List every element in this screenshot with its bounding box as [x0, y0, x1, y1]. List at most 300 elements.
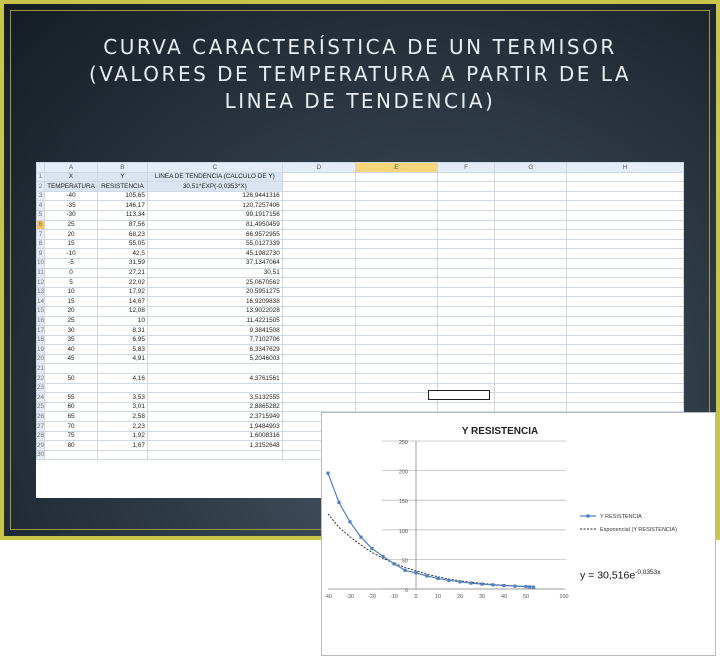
row-number[interactable]: 10: [37, 259, 45, 267]
data-point: [469, 581, 472, 584]
empty-cell[interactable]: [355, 230, 437, 240]
data-cell[interactable]: [97, 450, 147, 460]
x-tick-label: -30: [346, 594, 354, 600]
data-cell[interactable]: 35: [45, 335, 98, 345]
data-point: [370, 547, 373, 550]
row-number[interactable]: 16: [37, 317, 45, 324]
empty-cell[interactable]: [495, 249, 567, 259]
table-row: [37, 268, 684, 278]
row-number[interactable]: 8: [37, 239, 45, 249]
empty-cell[interactable]: [282, 191, 355, 201]
empty-cell[interactable]: [282, 220, 355, 230]
data-cell[interactable]: 55: [45, 393, 98, 403]
row-number[interactable]: 9: [37, 249, 45, 259]
column-header-h[interactable]: H: [567, 163, 684, 173]
row-number[interactable]: 5: [37, 210, 45, 220]
data-point: [458, 580, 461, 583]
empty-cell[interactable]: [282, 210, 355, 220]
empty-cell[interactable]: [355, 182, 437, 192]
empty-cell[interactable]: [437, 230, 494, 240]
data-point: [491, 583, 494, 586]
data-cell[interactable]: 45,1982730: [147, 249, 282, 259]
empty-cell[interactable]: [355, 354, 437, 364]
empty-cell[interactable]: [355, 374, 437, 384]
data-cell[interactable]: 1,67: [97, 441, 147, 451]
empty-cell[interactable]: [437, 374, 494, 384]
empty-cell[interactable]: [355, 172, 437, 182]
data-cell[interactable]: 5,83: [97, 345, 147, 355]
data-cell[interactable]: [147, 364, 282, 374]
slide-title: [44, 34, 676, 115]
empty-cell[interactable]: [355, 335, 437, 345]
data-cell[interactable]: 6,3347629: [147, 345, 282, 355]
empty-cell[interactable]: [282, 335, 355, 345]
data-cell[interactable]: 126,9441316: [147, 191, 282, 201]
empty-cell[interactable]: [495, 230, 567, 240]
data-point: [524, 585, 527, 588]
empty-cell[interactable]: [567, 383, 684, 393]
data-cell[interactable]: 2,58: [97, 412, 147, 422]
empty-cell[interactable]: [495, 191, 567, 201]
table-row: [37, 249, 684, 259]
chart-canvas: [322, 413, 717, 657]
data-cell[interactable]: [147, 383, 282, 393]
empty-cell[interactable]: [495, 374, 567, 384]
y-tick-label: 250: [398, 440, 408, 446]
empty-cell[interactable]: [567, 239, 684, 249]
data-cell[interactable]: 99,1917156: [147, 210, 282, 220]
empty-cell[interactable]: [495, 278, 567, 288]
row-number[interactable]: 19: [37, 345, 45, 353]
empty-cell[interactable]: [282, 239, 355, 249]
data-cell[interactable]: -30: [45, 210, 98, 220]
empty-cell[interactable]: [495, 210, 567, 220]
data-cell[interactable]: 9,3841508: [147, 326, 282, 336]
data-cell[interactable]: 30,51*EXP(-0,0353*X): [147, 182, 282, 192]
data-cell[interactable]: LINEA DE TENDENCIA (CALCULO DE Y): [147, 172, 282, 182]
empty-cell[interactable]: [495, 326, 567, 336]
x-tick-label: 20: [456, 594, 464, 600]
empty-cell[interactable]: [495, 297, 567, 307]
empty-cell[interactable]: [567, 335, 684, 345]
data-cell[interactable]: 20: [45, 230, 98, 240]
data-cell[interactable]: 3,5132555: [147, 393, 282, 403]
data-cell[interactable]: 12,08: [97, 306, 147, 316]
data-cell[interactable]: 30: [45, 326, 98, 336]
empty-cell[interactable]: [355, 345, 437, 355]
table-row: [37, 326, 684, 336]
empty-cell[interactable]: [567, 306, 684, 316]
data-cell[interactable]: 5,2046003: [147, 354, 282, 364]
empty-cell[interactable]: [495, 383, 567, 393]
data-cell[interactable]: 113,34: [97, 210, 147, 220]
data-cell[interactable]: 2,8865282: [147, 402, 282, 412]
table-row: [37, 374, 684, 384]
data-cell[interactable]: 25: [45, 316, 98, 326]
data-cell[interactable]: 3,01: [97, 402, 147, 412]
empty-cell[interactable]: [282, 316, 355, 326]
data-cell[interactable]: 27,21: [97, 268, 147, 278]
row-number[interactable]: 28: [37, 432, 45, 440]
empty-cell[interactable]: [437, 268, 494, 278]
empty-cell[interactable]: [437, 364, 494, 374]
empty-cell[interactable]: [355, 306, 437, 316]
data-cell[interactable]: -40: [45, 191, 98, 201]
empty-cell[interactable]: [495, 268, 567, 278]
table-row: [37, 201, 684, 211]
empty-cell[interactable]: [495, 182, 567, 192]
row-number[interactable]: 24: [37, 393, 45, 401]
empty-cell[interactable]: [567, 191, 684, 201]
column-header-a[interactable]: A: [45, 163, 98, 173]
data-cell[interactable]: 55,05: [97, 239, 147, 249]
y-tick-label: 50: [401, 558, 408, 565]
empty-cell[interactable]: [282, 306, 355, 316]
data-cell[interactable]: 120,7257406: [147, 201, 282, 211]
empty-cell[interactable]: [437, 326, 494, 336]
data-point: [337, 501, 340, 504]
row-number[interactable]: 25: [37, 403, 45, 411]
empty-cell[interactable]: [282, 354, 355, 364]
empty-cell[interactable]: [282, 402, 355, 412]
empty-cell[interactable]: [282, 345, 355, 355]
data-cell[interactable]: RESISTENCIA: [97, 182, 147, 192]
empty-cell[interactable]: [355, 326, 437, 336]
data-cell[interactable]: 87,56: [97, 220, 147, 230]
empty-cell[interactable]: [567, 364, 684, 374]
empty-cell[interactable]: [282, 297, 355, 307]
data-cell[interactable]: 4,91: [97, 354, 147, 364]
data-cell[interactable]: 17,92: [97, 287, 147, 297]
empty-cell[interactable]: [437, 345, 494, 355]
x-tick-label: -40: [324, 594, 332, 600]
x-tick-label: 30: [478, 594, 486, 600]
data-cell[interactable]: 80: [45, 441, 98, 451]
empty-cell[interactable]: [282, 230, 355, 240]
data-cell[interactable]: 45: [45, 354, 98, 364]
chart-title: Y RESISTENCIA: [461, 426, 539, 437]
data-cell[interactable]: 4,3761561: [147, 374, 282, 384]
table-row: [37, 402, 684, 412]
data-cell[interactable]: 25,0670562: [147, 278, 282, 288]
data-cell[interactable]: 3,53: [97, 393, 147, 403]
empty-cell[interactable]: [355, 297, 437, 307]
data-point: [326, 472, 329, 475]
empty-cell[interactable]: [437, 306, 494, 316]
data-cell[interactable]: 30,51: [147, 268, 282, 278]
row-number[interactable]: 21: [37, 364, 45, 372]
empty-cell[interactable]: [355, 201, 437, 211]
empty-cell[interactable]: [437, 191, 494, 201]
empty-cell[interactable]: [567, 249, 684, 259]
empty-cell[interactable]: [355, 383, 437, 393]
empty-cell[interactable]: [567, 297, 684, 307]
data-cell[interactable]: 14,67: [97, 297, 147, 307]
data-cell[interactable]: X: [45, 172, 98, 182]
empty-cell[interactable]: [282, 258, 355, 268]
empty-cell[interactable]: [437, 172, 494, 182]
data-cell[interactable]: 25: [45, 220, 98, 230]
empty-cell[interactable]: [495, 364, 567, 374]
table-header-row: [37, 172, 684, 182]
empty-cell[interactable]: [495, 239, 567, 249]
data-cell[interactable]: 105,65: [97, 191, 147, 201]
empty-cell[interactable]: [567, 316, 684, 326]
empty-cell[interactable]: [437, 220, 494, 230]
empty-cell[interactable]: [567, 268, 684, 278]
column-header-g[interactable]: G: [495, 163, 567, 173]
data-cell[interactable]: 15: [45, 297, 98, 307]
empty-cell[interactable]: [282, 182, 355, 192]
resistance-chart[interactable]: [321, 412, 716, 656]
empty-cell[interactable]: [282, 364, 355, 374]
empty-cell[interactable]: [495, 345, 567, 355]
row-number[interactable]: 23: [37, 384, 45, 392]
data-cell[interactable]: 81,4950459: [147, 220, 282, 230]
data-cell[interactable]: [45, 450, 98, 460]
empty-cell[interactable]: [567, 374, 684, 384]
data-cell[interactable]: 5: [45, 278, 98, 288]
legend-label-series: Y RESISTENCIA: [600, 514, 642, 520]
empty-cell[interactable]: [567, 220, 684, 230]
data-cell[interactable]: 55,0127339: [147, 239, 282, 249]
empty-cell[interactable]: [282, 374, 355, 384]
data-cell[interactable]: 40: [45, 345, 98, 355]
empty-cell[interactable]: [495, 220, 567, 230]
empty-cell[interactable]: [355, 210, 437, 220]
empty-cell[interactable]: [355, 402, 437, 412]
empty-cell[interactable]: [567, 345, 684, 355]
row-number[interactable]: 6: [37, 220, 45, 230]
data-cell[interactable]: 146,17: [97, 201, 147, 211]
empty-cell[interactable]: [282, 326, 355, 336]
empty-cell[interactable]: [355, 258, 437, 268]
empty-cell[interactable]: [567, 182, 684, 192]
row-number[interactable]: 30: [37, 451, 45, 459]
empty-cell[interactable]: [355, 393, 437, 403]
data-cell[interactable]: 1,92: [97, 431, 147, 441]
empty-cell[interactable]: [567, 201, 684, 211]
y-tick-label: 200: [398, 469, 408, 476]
data-point: [447, 579, 450, 582]
data-point: [381, 555, 384, 558]
table-row: [37, 210, 684, 220]
data-cell[interactable]: 37,1347064: [147, 258, 282, 268]
row-number[interactable]: 7: [37, 230, 45, 240]
column-header-d[interactable]: D: [282, 163, 355, 173]
spreadsheet-screenshot: [36, 162, 684, 600]
row-number[interactable]: 18: [37, 336, 45, 344]
data-cell[interactable]: 15: [45, 239, 98, 249]
empty-cell[interactable]: [355, 364, 437, 374]
data-cell[interactable]: 11,4221505: [147, 316, 282, 326]
empty-cell[interactable]: [282, 287, 355, 297]
row-number[interactable]: 14: [37, 297, 45, 305]
row-number[interactable]: 12: [37, 278, 45, 286]
empty-cell[interactable]: [282, 278, 355, 288]
row-number[interactable]: 3: [37, 191, 45, 201]
row-number[interactable]: 20: [37, 355, 45, 363]
column-header-f[interactable]: F: [437, 163, 494, 173]
empty-cell[interactable]: [355, 191, 437, 201]
empty-cell[interactable]: [437, 210, 494, 220]
empty-cell[interactable]: [495, 287, 567, 297]
empty-cell[interactable]: [567, 287, 684, 297]
data-cell[interactable]: [45, 383, 98, 393]
data-point: [480, 582, 483, 585]
empty-cell[interactable]: [282, 172, 355, 182]
empty-cell[interactable]: [355, 316, 437, 326]
empty-cell[interactable]: [495, 402, 567, 412]
data-series-line: [328, 473, 534, 587]
column-header-c[interactable]: C: [147, 163, 282, 173]
data-cell[interactable]: -35: [45, 201, 98, 211]
row-number[interactable]: 13: [37, 288, 45, 296]
table-row: [37, 191, 684, 201]
empty-cell[interactable]: [567, 230, 684, 240]
data-cell[interactable]: 6,95: [97, 335, 147, 345]
data-cell[interactable]: Y: [97, 172, 147, 182]
empty-cell[interactable]: [355, 278, 437, 288]
data-cell[interactable]: 60: [45, 402, 98, 412]
empty-cell[interactable]: [567, 393, 684, 403]
data-cell[interactable]: 16,9209838: [147, 297, 282, 307]
data-cell[interactable]: 0: [45, 268, 98, 278]
empty-cell[interactable]: [495, 335, 567, 345]
equation-main: y = 30,516e: [580, 569, 636, 582]
row-number[interactable]: 2: [37, 182, 45, 192]
corner-cell[interactable]: [37, 163, 45, 173]
data-cell[interactable]: 65: [45, 412, 98, 422]
data-cell[interactable]: 4,16: [97, 374, 147, 384]
data-cell[interactable]: -5: [45, 258, 98, 268]
data-cell[interactable]: TEMPERATURA: [45, 182, 98, 192]
table-row: [37, 364, 684, 374]
table-row: [37, 393, 684, 403]
empty-cell[interactable]: [567, 278, 684, 288]
data-cell[interactable]: 2,23: [97, 422, 147, 432]
empty-cell[interactable]: [495, 201, 567, 211]
empty-cell[interactable]: [567, 258, 684, 268]
empty-cell[interactable]: [437, 402, 494, 412]
data-cell[interactable]: 20,5951275: [147, 287, 282, 297]
empty-cell[interactable]: [355, 249, 437, 259]
empty-cell[interactable]: [437, 249, 494, 259]
empty-cell[interactable]: [567, 172, 684, 182]
empty-cell[interactable]: [495, 306, 567, 316]
data-cell[interactable]: 75: [45, 431, 98, 441]
data-cell[interactable]: [45, 364, 98, 374]
empty-cell[interactable]: [437, 182, 494, 192]
empty-cell[interactable]: [495, 316, 567, 326]
empty-cell[interactable]: [567, 354, 684, 364]
column-header-e[interactable]: E: [355, 163, 437, 173]
data-cell[interactable]: 22,02: [97, 278, 147, 288]
data-cell[interactable]: 2,3715949: [147, 412, 282, 422]
data-cell[interactable]: 7,7102706: [147, 335, 282, 345]
row-number[interactable]: 15: [37, 307, 45, 315]
empty-cell[interactable]: [437, 335, 494, 345]
empty-cell[interactable]: [355, 268, 437, 278]
empty-cell[interactable]: [495, 354, 567, 364]
data-cell[interactable]: 8,31: [97, 326, 147, 336]
data-point: [436, 577, 439, 580]
empty-cell[interactable]: [567, 326, 684, 336]
empty-cell[interactable]: [437, 239, 494, 249]
legend-label-trendline: Exponencial (Y RESISTENCIA): [600, 527, 677, 533]
data-cell[interactable]: 50: [45, 374, 98, 384]
data-point: [348, 520, 351, 523]
empty-cell[interactable]: [567, 210, 684, 220]
data-point: [528, 585, 531, 588]
y-tick-label: 150: [398, 499, 408, 506]
data-cell[interactable]: [97, 364, 147, 374]
data-cell[interactable]: 66,9572955: [147, 230, 282, 240]
row-number[interactable]: 26: [37, 412, 45, 420]
empty-cell[interactable]: [437, 354, 494, 364]
data-cell[interactable]: 10: [45, 287, 98, 297]
data-cell[interactable]: 42,5: [97, 249, 147, 259]
empty-cell[interactable]: [495, 258, 567, 268]
data-cell[interactable]: 31,59: [97, 258, 147, 268]
data-point: [359, 536, 362, 539]
row-number[interactable]: 1: [37, 172, 45, 182]
empty-cell[interactable]: [567, 402, 684, 412]
title-line-2: (VALORES DE TEMPERATURA A PARTIR DE LA: [88, 62, 632, 86]
empty-cell[interactable]: [282, 383, 355, 393]
data-cell[interactable]: 1,6008316: [147, 431, 282, 441]
table-row: [37, 230, 684, 240]
empty-cell[interactable]: [437, 258, 494, 268]
empty-cell[interactable]: [495, 172, 567, 182]
data-cell[interactable]: 1,3152648: [147, 441, 282, 451]
empty-cell[interactable]: [495, 393, 567, 403]
data-cell[interactable]: 20: [45, 306, 98, 316]
empty-cell[interactable]: [282, 393, 355, 403]
empty-cell[interactable]: [437, 201, 494, 211]
data-cell[interactable]: 68,23: [97, 230, 147, 240]
empty-cell[interactable]: [355, 287, 437, 297]
data-cell[interactable]: 70: [45, 422, 98, 432]
row-number[interactable]: 27: [37, 422, 45, 430]
data-cell[interactable]: [97, 383, 147, 393]
empty-cell[interactable]: [282, 249, 355, 259]
data-cell[interactable]: 13,9022028: [147, 306, 282, 316]
empty-cell[interactable]: [437, 278, 494, 288]
x-tick-label: 40: [500, 594, 508, 600]
empty-text-box[interactable]: [428, 390, 490, 400]
row-number[interactable]: 4: [37, 201, 45, 211]
empty-cell[interactable]: [355, 220, 437, 230]
empty-cell[interactable]: [437, 297, 494, 307]
empty-cell[interactable]: [355, 239, 437, 249]
row-number[interactable]: 22: [37, 374, 45, 382]
row-number[interactable]: 17: [37, 326, 45, 334]
empty-cell[interactable]: [282, 201, 355, 211]
empty-cell[interactable]: [282, 268, 355, 278]
data-cell[interactable]: [147, 450, 282, 460]
table-row: [37, 287, 684, 297]
data-cell[interactable]: -10: [45, 249, 98, 259]
row-number[interactable]: 11: [37, 269, 44, 277]
row-number[interactable]: 29: [37, 441, 45, 449]
column-header-row: [37, 163, 684, 173]
data-cell[interactable]: 10: [97, 316, 147, 326]
empty-cell[interactable]: [437, 316, 494, 326]
data-cell[interactable]: 1,9484903: [147, 422, 282, 432]
column-header-b[interactable]: B: [97, 163, 147, 173]
empty-cell[interactable]: [437, 287, 494, 297]
